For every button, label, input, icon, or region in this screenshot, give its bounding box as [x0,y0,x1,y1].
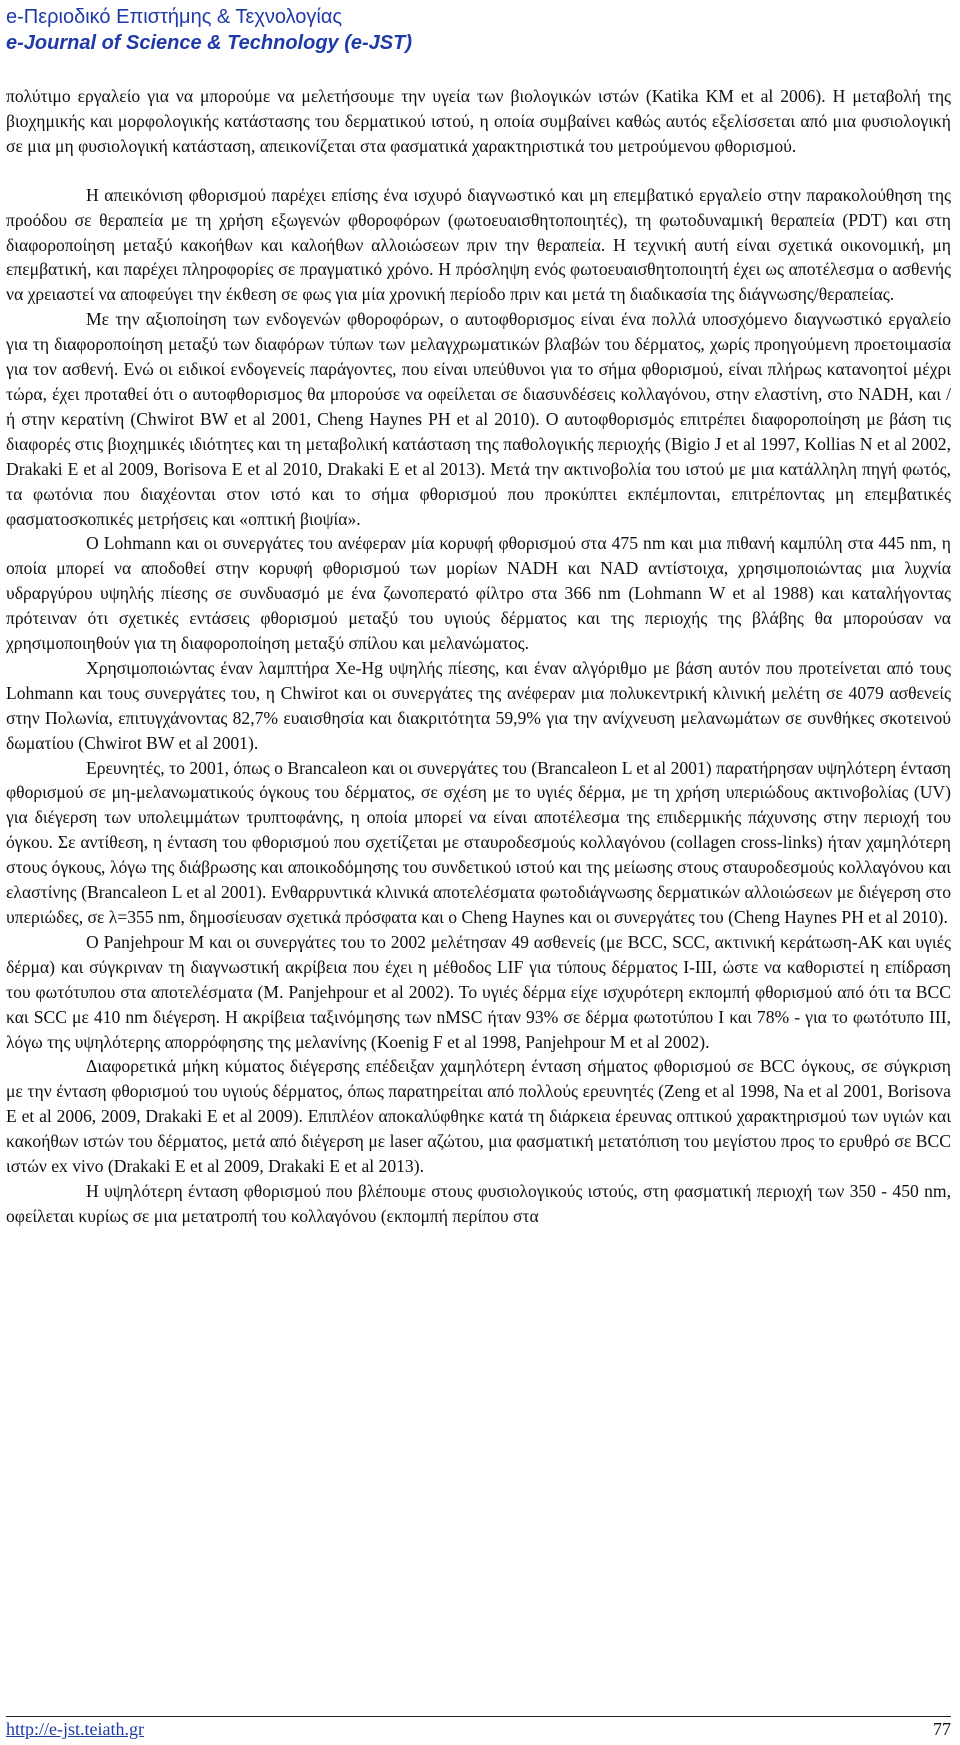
journal-title-greek: e-Περιοδικό Επιστήμης & Τεχνολογίας [6,6,343,28]
paragraph-9: Η υψηλότερη ένταση φθορισμού που βλέπουμε στους φυσιολογικούς ιστούς, στη φασματική περιοχή των 350 - 450 nm, οφείλεται κυρίως σε μια μετατροπή του κολλαγόνου (εκπομπή περίπου στα [6,1180,951,1226]
paragraph-2: Η απεικόνιση φθορισμού παρέχει επίσης ένα ισχυρό διαγνωστικό και μη επεμβατικό εργαλείο στην παρακολούθηση της προόδου σε θεραπεία με τη χρήση εξωγενών φθοροφόρων (φωτοευαισθητοποιητές), τη φωτοδυναμική θεραπεία (PDT) και στη διαφοροποίηση μεταξύ κακοήθων και καλοήθων αλλοιώσεων πριν την θεραπεία. Η τεχνική αυτή είναι σχετικά οικονομική, μη επεμβατική, και παρέχει πληροφορίες σε πραγματικό χρόνο. Η πρόσληψη ενός φωτοευαισθητοποιητή έχει ως αποτέλεσμα ο ασθενής να χρειαστεί να αποφεύγει την έκθεση σε φως για μία χρονική περίοδο πριν και μετά τη διαδικασία της διάγνωσης/θεραπείας. [6,184,951,305]
journal-header [6,4,412,56]
page-number: 77 [933,1719,951,1739]
paragraph-6: Ερευνητές, το 2001, όπως ο Brancaleon και οι συνεργάτες του (Brancaleon L et al 2001) παρατήρησαν υψηλότερη ένταση φθορισμού σε μη-μελανωματικούς όγκους του δέρματος, σε σχέση με το υγιές δέρμα, με τη χρήση υπεριώδους ακτινοβολίας (UV) για διέγερση των υπολειμμάτων τρυπτοφάνης, η οποία μπορεί να είναι αποτέλεσμα της επιδερμικής πάχυνσης στην περιοχή του όγκου. Σε αντίθεση, η ένταση του φθορισμού που σχετίζεται με σταυροδεσμούς κολλαγόνου (collagen cross-links) ήταν χαμηλότερη στους όγκους, λόγω της διάβρωσης και αποικοδόμησης του συνδετικού ιστού και της μείωσης στους σταυροδεσμούς κολλαγόνου και ελαστίνης (Brancaleon L et al 2001). Ενθαρρυντικά κλινικά αποτελέσματα φωτοδιάγνωσης δερματικών αλλοιώσεων με διέγερση στο υπεριώδες, σε λ=355 nm, δημοσίευσαν σχετικά πρόσφατα και ο Cheng Haynes και οι συνεργάτες του (Cheng Haynes PH et al 2010). [6,757,951,927]
journal-title-english: e-Journal of Science & Technology (e-JST) [6,32,412,54]
footer-divider [6,1716,951,1717]
paragraph-3: Με την αξιοποίηση των ενδογενών φθοροφόρων, ο αυτοφθορισμος είναι ένα πολλά υποσχόμενο διαγνωστικό εργαλείο για τη διαφοροποίηση μεταξύ των διαφόρων τύπων των μελαγχρωματικών βλαβών του δέρματος, χωρίς προηγούμενη προετοιμασία για τον ασθενή. Ενώ οι ειδικοί ενδογενείς παράγοντες, που είναι υπεύθυνοι για το σήμα φθορισμού, είναι πλήρως κατανοητοί μέχρι τώρα, έχει προταθεί ότι ο αυτοφθορισμος θα μπορούσε να οφείλεται σε διασυνδέσεις κολλαγόνου, στην ελαστίνη, στο NADH, και / ή στην κερατίνη (Chwirot BW et al 2001, Cheng Haynes PH et al 2010). Ο αυτοφθορισμός επιτρέπει διαφοροποίηση με βάση τις διαφορές στις βιοχημικές ιδιότητες και τη μεταβολική κατάσταση της παθολογικής περιοχής (Bigio J et al 1997, Kollias N et al 2002, Drakaki E et al 2009, Borisova E et al 2010, Drakaki E et al 2013). Μετά την ακτινοβολία του ιστού με μια κατάλληλη πηγή φωτός, τα φωτόνια που διαχέονται στον ιστό και το σήμα φθορισμού που προκύπτει εκπέμπονται, επιτρέποντας μη επεμβατικές φασματοσκοπικές μετρήσεις και «οπτική βιοψία». [6,309,951,529]
paragraph-7: Ο Panjehpour M και οι συνεργάτες του το 2002 μελέτησαν 49 ασθενείς (με BCC, SCC, ακτινική κεράτωση-AK και υγιές δέρμα) και σύγκριναν τη διαγνωστική ακρίβεια που έχει η μέθοδος LIF για τύπους δέρματος I-III, ώστε να καθοριστεί η επίδραση του φωτότυπου στα αποτελέσματα (M. Panjehpour et al 2002). Το υγιές δέρμα είχε ισχυρότερη εκπομπή φθορισμού από ότι τα BCC και SCC με 410 nm διέγερση. Η ακρίβεια ταξινόμησης των nMSC ήταν 93% σε δέρμα φωτοτύπου I και 78% - για το φωτότυπο III, λόγω της υψηλότερης απορρόφησης της μελανίνης (Koenig F et al 1998, Panjehpour M et al 2002). [6,931,951,1052]
paragraph-5: Χρησιμοποιώντας έναν λαμπτήρα Xe-Hg υψηλής πίεσης, και έναν αλγόριθμο με βάση αυτόν που προτείνεται από τους Lohmann και τους συνεργάτες του, η Chwirot και οι συνεργάτες της ανέφεραν μια πολυκεντρική κλινική μελέτη σε 4079 ασθενείς στην Πολωνία, επιτυγχάνοντας 82,7% ευαισθησία και διακριτότητα 59,9% για την ανίχνευση μελανωμάτων σε συνθήκες σκοτεινού δωματίου (Chwirot BW et al 2001). [6,657,951,753]
paragraph-8: Διαφορετικά μήκη κύματος διέγερσης επέδειξαν χαμηλότερη ένταση σήματος φθορισμού σε BCC όγκους, σε σύγκριση με την ένταση φθορισμού του υγιούς δέρματος, όπως παρατηρείται από πολλούς ερευνητές (Zeng et al 1998, Na et al 2001, Borisova E et al 2006, 2009, Drakaki E et al 2009). Επιπλέον αποκαλύφθηκε κατά τη διάρκεια έρευνας οπτικού χαρακτηρισμού των υγιών και κακοήθων ιστών του δέρματος, μετά από διέγερση με laser αζώτου, μια φασματική μετατόπιση του μεγίστου προς το ερυθρό σε BCC ιστών ex vivo (Drakaki E et al 2009, Drakaki E et al 2013). [6,1056,951,1177]
paragraph-4: O Lohmann και οι συνεργάτες του ανέφεραν μία κορυφή φθορισμού στα 475 nm και μια πιθανή καμπύλη στα 445 nm, η οποία μπορεί να αποδοθεί στην κορυφή φθορισμού των μορίων NADH και NAD αντίστοιχα, χρησιμοποιώντας μια λυχνία υδραργύρου υψηλής πίεσης σε συνδυασμό με ένα ζωνοπερατό φίλτρο στα 366 nm (Lohmann W et al 1988) και καταλήγοντας πρότειναν ότι σχετικές εντάσεις φθορισμού μεταξύ του υγιούς δέρματος και της περιοχής της βλάβης θα μπορούσαν να χρησιμοποιηθούν για τη διαφοροποίηση μεταξύ σπίλου και μελανώματος. [6,533,951,654]
journal-url-link[interactable]: http://e-jst.teiath.gr [6,1719,144,1739]
paragraph-1: πολύτιμο εργαλείο για να μπορούμε να μελετήσουμε την υγεία των βιολογικών ιστών (Katika KM et al 2006). Η μεταβολή της βιοχημικής και μορφολογικής κατάστασης του δερματικού ιστού, η οποία συμβαίνει καθώς αυτός εξελίσσεται από μια φυσιολογική σε μια μη φυσιολογική κατάσταση, απεικονίζεται στα φασματικά χαρακτηριστικά του μετρούμενου φθορισμού. [6,86,951,156]
article-body [6,84,951,1229]
